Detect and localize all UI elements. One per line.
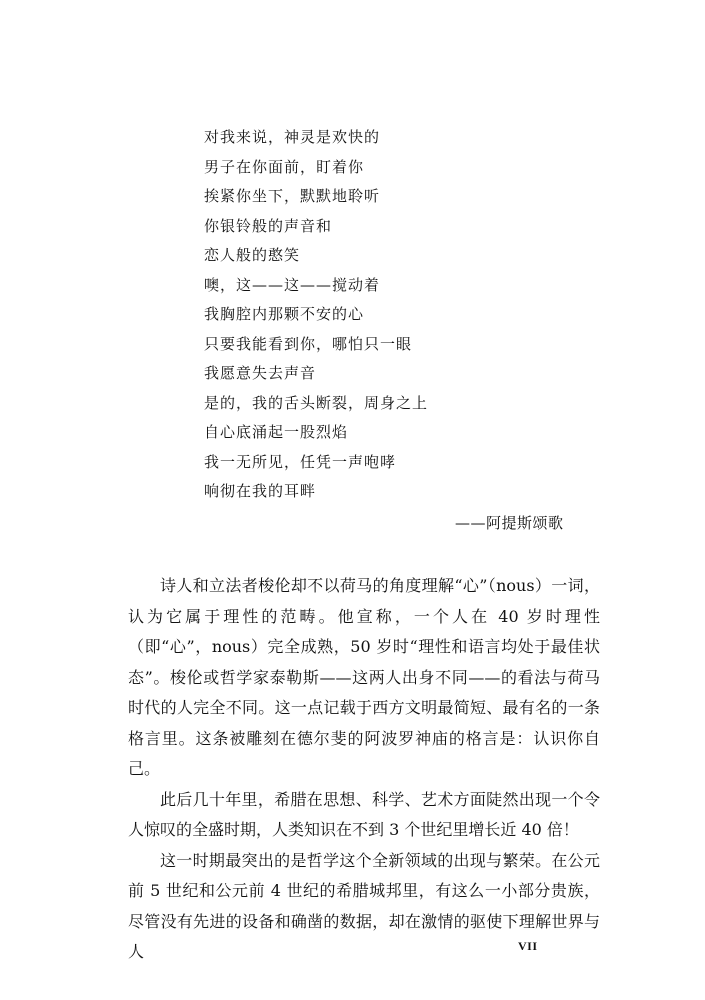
poem-line: 我胸腔内那颗不安的心 — [204, 305, 365, 323]
body-text — [128, 571, 600, 968]
poem-line: 恋人般的憨笑 — [204, 246, 301, 264]
poem-line: 男子在你面前，盯着你 — [204, 157, 365, 176]
poem-line: 我愿意失去声音 — [204, 364, 317, 382]
poem-line: 是的，我的舌头断裂，周身之上 — [204, 393, 429, 412]
poem-line: 自心底涌起一股烈焰 — [204, 423, 349, 441]
paragraph: 这一时期最突出的是哲学这个全新领域的出现与繁荣。在公元前 5 世纪和公元前 4 世纪的希腊城邦里，有这么一小部分贵族，尽管没有先进的设备和确凿的数据，却在激情的驱使下理解世界与人 — [128, 850, 600, 961]
poem-attribution: ——阿提斯颂歌 — [455, 514, 564, 532]
poem-line: 你银铃般的声音和 — [204, 216, 333, 235]
paragraph: 诗人和立法者梭伦却不以荷马的角度理解“心”（nous）一词，认为它属于理性的范畴。他宣称，一个人在 40 岁时理性（即“心”，nous）完全成熟，50 岁时“理性和语言均处于最佳状态”。梭伦或哲学家泰勒斯——这两人出身不同——的看法与荷马时代的人完全不同。这一点记载于西方文明最简短、最有名的一条格言里。这条被雕刻在德尔斐的阿波罗神庙的格言是：认识你自己。 — [128, 576, 600, 778]
poem-block — [204, 123, 584, 507]
poem-line: 挨紧你坐下，默默地聆听 — [204, 187, 381, 205]
poem-line: 只要我能看到你，哪怕只一眼 — [204, 334, 413, 353]
poem-line: 我一无所见，任凭一声咆哮 — [204, 452, 397, 471]
poem-line: 噢，这——这——搅动着 — [204, 275, 381, 294]
poem-line: 对我来说，神灵是欢快的 — [204, 128, 381, 146]
paragraph: 此后几十年里，希腊在思想、科学、艺术方面陡然出现一个令人惊叹的全盛时期，人类知识在不到 3 个世纪里增长近 40 倍！ — [128, 789, 600, 839]
poem-line: 响彻在我的耳畔 — [204, 482, 317, 500]
page-number: VII — [518, 939, 538, 953]
